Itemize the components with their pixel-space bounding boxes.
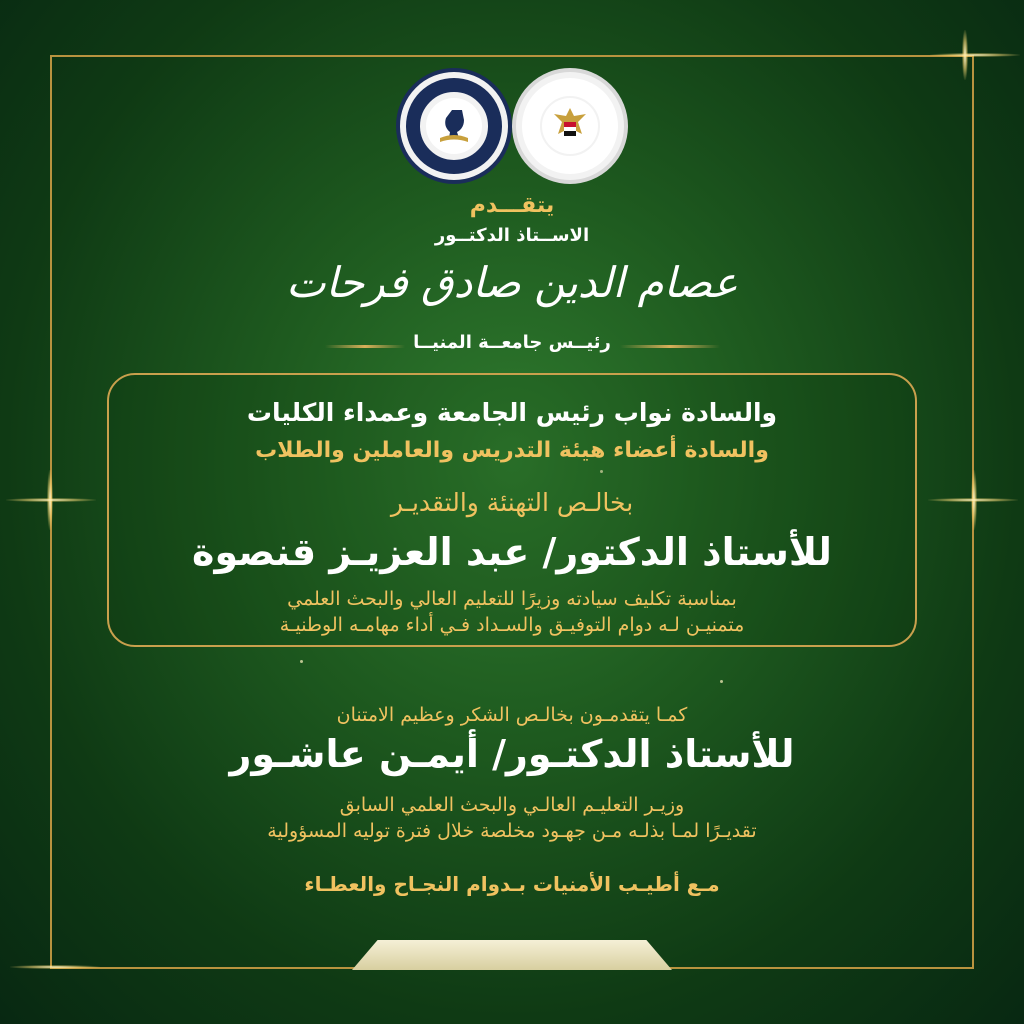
lower-line-3: وزيـر التعليـم العالـي والبحث العلمي السابق (339, 794, 685, 816)
lower-line-1: كمـا يتقدمـون بخالـص الشكر وعظيم الامتنان (336, 704, 688, 726)
sparkle (720, 680, 723, 683)
bottom-tab (352, 940, 672, 970)
box-line-1: والسادة نواب رئيس الجامعة وعمداء الكليات (246, 398, 778, 427)
box-line-6: متمنيـن لـه دوام التوفيـق والسـداد فـي أداء مهامـه الوطنيـة (279, 614, 745, 636)
honoree-2: للأستاذ الدكتـور/ أيمـن عاشـور (229, 732, 795, 776)
ministry-logo (512, 68, 628, 184)
box-line-2: والسادة أعضاء هيئة التدريس والعاملين والطلاب (255, 438, 769, 463)
title-text: الاســتاذ الدكتــور (434, 225, 590, 246)
presents-text: يتقـــدم (469, 193, 555, 218)
light-flare-bottom-h (10, 965, 100, 969)
president-name: عصام الدين صادق فرحات (286, 258, 738, 307)
box-line-5: بمناسبة تكليف سيادته وزيرًا للتعليم العالي والبحث العلمي (287, 588, 737, 610)
box-line-3: بخالـص التهنئة والتقديـر (390, 488, 634, 517)
closing-text: مـع أطيـب الأمنيات بـدوام النجـاح والعطـاء (304, 872, 720, 896)
sparkle (300, 660, 303, 663)
honoree-1: للأستاذ الدكتور/ عبد العزيـز قنصوة (192, 530, 832, 574)
university-logo (396, 68, 512, 184)
role-text: رئيــس جامعــة المنيــا (413, 332, 611, 353)
lower-line-4: تقديـرًا لمـا بذلـه مـن جهـود مخلصة خلال فترة توليه المسؤولية (267, 820, 757, 842)
light-flare-top-h (930, 53, 1020, 57)
